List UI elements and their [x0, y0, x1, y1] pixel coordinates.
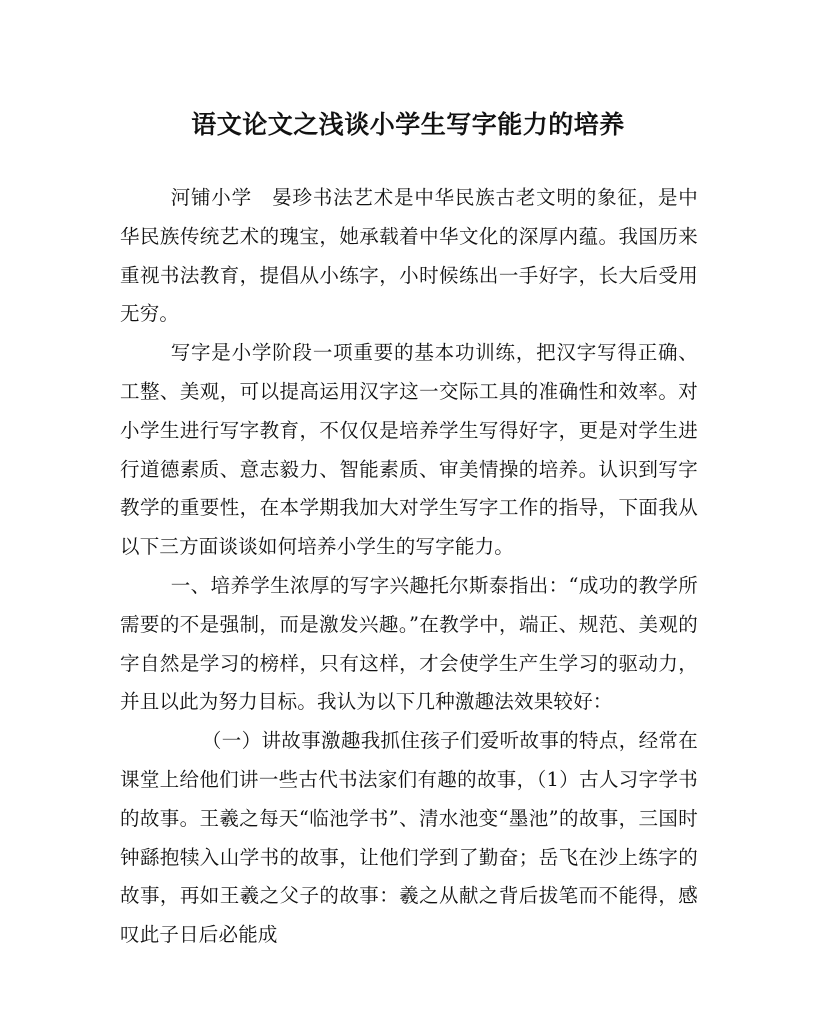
paragraph-intro: 河铺小学 晏珍书法艺术是中华民族古老文明的象征，是中华民族传统艺术的瑰宝，她承载着中华文化的深厚内蕴。我国历来重视书法教育，提倡从小练字，小时候练出一手好字，长大后受用无穷。 — [120, 186, 698, 326]
paragraph-subsection-one: （一）讲故事激趣我抓住孩子们爱听故事的特点，经常在课堂上给他们讲一些古代书法家们有趣的故事，（1）古人习字学书的故事。王羲之每天“临池学书”、清水池变“墨池”的故事，三国时钟繇抱犊入山学书的故事，让他们学到了勤奋；岳飞在沙上练字的故事，再如王羲之父子的故事：羲之从献之背后拔笔而不能得，感叹此子日后必能成 — [120, 729, 698, 947]
paragraph-writing-importance: 写字是小学阶段一项重要的基本功训练，把汉字写得正确、工整、美观，可以提高运用汉字这一交际工具的准确性和效率。对小学生进行写字教育，不仅仅是培养学生写得好字，更是对学生进行道德素质、意志毅力、智能素质、审美情操的培养。认识到写字教学的重要性，在本学期我加大对学生写字工作的指导，下面我从以下三方面谈谈如何培养小学生的写字能力。 — [120, 341, 698, 559]
document-title: 语文论文之浅谈小学生写字能力的培养 — [191, 110, 625, 139]
paragraph-section-one: 一、培养学生浓厚的写字兴趣托尔斯泰指出：“成功的教学所需要的不是强制，而是激发兴趣。”在教学中，端正、规范、美观的字自然是学习的榜样，只有这样，才会使学生产生学习的驱动力，并且以此为努力目标。我认为以下几种激趣法效果较好： — [120, 573, 698, 714]
document-body — [120, 179, 698, 955]
